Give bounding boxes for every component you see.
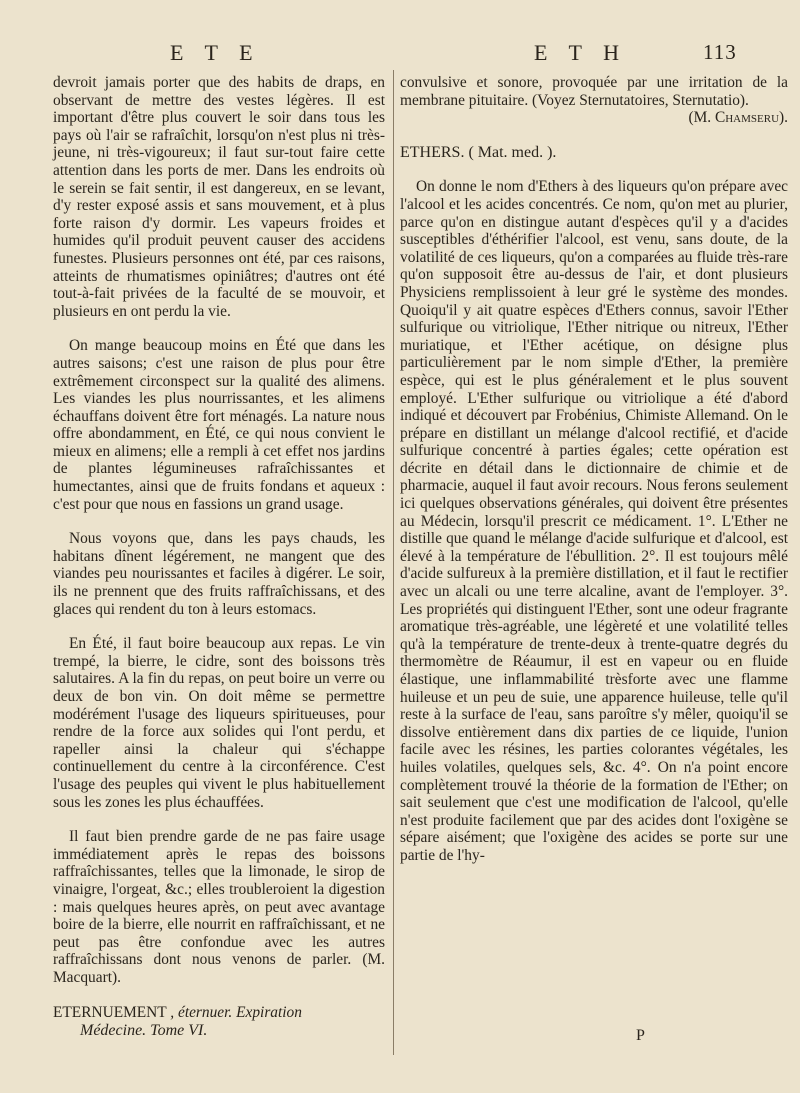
entry-heading: ETHERS. ( Mat. med. ). xyxy=(400,143,557,161)
paragraph: Nous voyons que, dans les pays chauds, les habitans dînent légérement, ne mangent que des viandes peu nourissantes et faciles à digérer. Le soir, ils ne prennent que des fruits raffraîchissans, et des glaces qui rendent du ton à leurs estomacs. xyxy=(53,530,385,618)
volume-footer: Médecine. Tome VI. xyxy=(80,1022,208,1039)
paragraph: On donne le nom d'Ethers à des liqueurs qu'on prépare avec l'alcool et les acides concentrés. Ce nom, qu'on met au plurier, parce qu'on en distingue autant d'espèces qu'il y a d'acides susceptibles d'éthérifier l'alcool, est venu, sans doute, de la volatilité de ces liqueurs, qu'on a comparées au fluide très-rare qu'on supposoit être au-dessus de l'air, et dont plusieurs Physiciens remplissoient à leur gré le système des mondes. Quoiqu'il y ait quatre espèces d'Ethers connus, savoir l'Ether sulfurique ou vitriolique, l'Ether nitrique ou nitreux, l'Ether muriatique, et l'Ether acétique, on désigne plus particulièrement par le nom simple d'Ether, la première espèce, qui est le plus généralement et le plus souvent employé. L'Ether sulfurique ou vitriolique a été d'abord indiqué et découvert par Frobénius, Chimiste Allemand. On le prépare en distillant un mélange d'alcool rectifié, et d'acide sulfurique concentré à parties égales; cette opération est décrite en détail dans le dictionnaire de chimie et de pharmacie, auquel il faut avoir recours. Nous ferons seulement ici quelques observations générales, qui doivent être présentes au Médecin, lorsqu'il prescrit ce médicament. 1°. L'Ether ne distille que quand le mélange d'acide sulfurique et d'alcool, est élevé à la température de l'ébullition. 2°. Il est toujours mêlé d'acide sulfureux à la première distillation, et il faut le rectifier avec un alcali ou une terre alcaline, avant de l'employer. 3°. Les propriétés qui distinguent l'Ether, sont une odeur fragrante aromatique très-agréable, une légèreté et une volatilité telles qu'à la température de trente-deux à trente-quatre degrés du thermomètre de Réaumur, il est en vapeur ou en fluide élastique, une inflammabilité trèsforte avec une flamme huileuse et un peu de suie, une apparence huileuse, telle qu'il reste à la surface de l'eau, sans paroître s'y mêler, quoiqu'il se dissolve entièrement dans dix parties de ce liquide, l'union facile avec les résines, les parties colorantes végétales, les huiles volatiles, quelques sels, &c. 4°. On n'a point encore complètement trouvé la théorie de la formation de l'Ether; on sait seulement que c'est une modification de l'alcool, qu'elle n'est produite facilement que par des acides dont l'oxigène se sépare aisément; que l'oxigène des acides se porte sur une partie de l'hy- xyxy=(400,178,788,864)
dictionary-entry xyxy=(53,1004,385,1022)
running-head-left: E T E xyxy=(170,40,261,65)
left-column xyxy=(53,74,385,1021)
author-signature: (M. Chamseru). xyxy=(688,109,788,127)
entry-term: ETERNUEMENT xyxy=(53,1003,167,1021)
paragraph: En Été, il faut boire beaucoup aux repas. Le vin trempé, la bierre, le cidre, sont des boissons très salutaires. A la fin du repas, on peut boire un verre ou deux de bon vin. On doit même se permettre modérément l'usage des liqueurs spiritueuses, pour rendre de la force aux solides qui l'ont perdu, et rapeller ainsi la chaleur qui s'échappe continuellement du centre à la circonférence. C'est l'usage des peuples qui vivent le plus habituellement sous les zones les plus échauffées. xyxy=(53,635,385,811)
paragraph: On mange beaucoup moins en Été que dans les autres saisons; c'est une raison de plus pour être extrêmement circonspect sur la qualité des alimens. Les viandes les plus nourrissantes, et les alimens échauffans doivent être fort ménagés. La nature nous offre abondamment, en Été, ce qui nous convient le mieux en alimens; elle a rempli à cet effet nos jardins de plantes légumineuses rafraîchissantes et humectantes, ainsi que de fruits fondans et aqueux : c'est pour que nous en fassions un grand usage. xyxy=(53,337,385,513)
running-head-center: E T H xyxy=(534,40,627,65)
paragraph: convulsive et sonore, provoquée par une irritation de la membrane pituitaire. (Voyez Sternutatoires, Sternutatio). xyxy=(400,74,788,109)
paragraph: Il faut bien prendre garde de ne pas faire usage immédiatement après le repas des boissons raffraîchissantes, telles que la limonade, le sirop de vinaigre, l'orgeat, &c.; elles troubleroient la digestion : mais quelques heures après, on peut avec avantage boire de la bierre, elle nourrit en raffraîchissant, et ne peut pas être confondue avec les autres raffraîchissans dont nous venons de parler. (M. Macquart). xyxy=(53,828,385,986)
entry-gloss: , éternuer. Expiration xyxy=(170,1003,302,1021)
paragraph: devroit jamais porter que des habits de draps, en observant de mettre des vestes légères. Il est important d'être plus couvert le soir dans tous les pays où l'air se rafraîchit, lorsqu'on n'est plus ni très-jeune, ni très-vigoureux; il faut sur-tout faire cette attention dans les ports de mer. Dans les endroits où le serein se fait sentir, il est dangereux, en se levant, d'y rester exposé assis et sans mouvement, et à plus forte raison d'y dormir. Les vapeurs froides et humides qu'il produit peuvent causer des accidens funestes. Plusieurs personnes ont été, par ces raisons, atteints de rhumatismes opiniâtres; d'autres ont été tout-à-fait privées de la faculté de se mouvoir, et plusieurs en ont perdu la vie. xyxy=(53,74,385,320)
right-column xyxy=(400,74,788,865)
printer-signature-mark: P xyxy=(636,1027,645,1044)
page-number: 113 xyxy=(703,40,737,64)
column-divider xyxy=(393,70,394,1055)
